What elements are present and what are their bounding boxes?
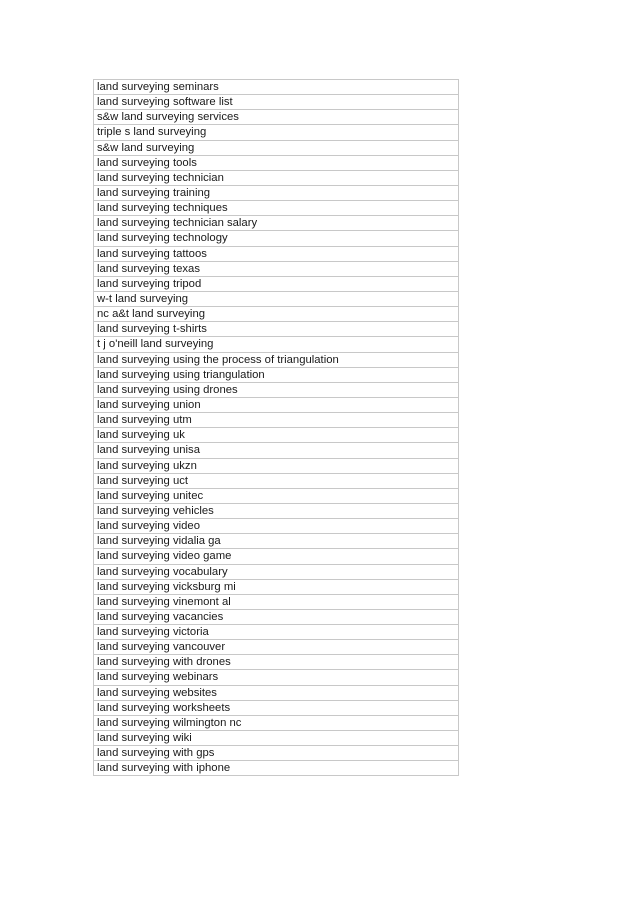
table-row: land surveying uct [94, 474, 458, 489]
table-row: land surveying with iphone [94, 761, 458, 776]
keyword-table [93, 79, 459, 776]
table-row: land surveying software list [94, 95, 458, 110]
table-row: t j o'neill land surveying [94, 337, 458, 352]
table-row: s&w land surveying [94, 141, 458, 156]
table-row: land surveying with gps [94, 746, 458, 761]
table-row: land surveying video [94, 519, 458, 534]
table-row: land surveying vacancies [94, 610, 458, 625]
table-row: land surveying wiki [94, 731, 458, 746]
table-row: land surveying vicksburg mi [94, 580, 458, 595]
table-row: land surveying tripod [94, 277, 458, 292]
table-row: triple s land surveying [94, 125, 458, 140]
table-row: land surveying techniques [94, 201, 458, 216]
table-row: land surveying technician [94, 171, 458, 186]
table-row: land surveying vinemont al [94, 595, 458, 610]
table-row: land surveying unitec [94, 489, 458, 504]
table-row: land surveying t-shirts [94, 322, 458, 337]
table-row: w-t land surveying [94, 292, 458, 307]
table-row: land surveying texas [94, 262, 458, 277]
table-row: land surveying vidalia ga [94, 534, 458, 549]
table-row: land surveying ukzn [94, 459, 458, 474]
table-row: land surveying union [94, 398, 458, 413]
table-row: land surveying webinars [94, 670, 458, 685]
table-row: land surveying vancouver [94, 640, 458, 655]
table-row: land surveying technology [94, 231, 458, 246]
table-row: land surveying wilmington nc [94, 716, 458, 731]
table-row: land surveying vocabulary [94, 565, 458, 580]
table-row: land surveying technician salary [94, 216, 458, 231]
table-row: land surveying websites [94, 686, 458, 701]
table-row: land surveying with drones [94, 655, 458, 670]
table-row: land surveying worksheets [94, 701, 458, 716]
table-row: land surveying training [94, 186, 458, 201]
table-row: land surveying unisa [94, 443, 458, 458]
table-row: land surveying using triangulation [94, 368, 458, 383]
table-row: land surveying utm [94, 413, 458, 428]
table-row: land surveying uk [94, 428, 458, 443]
table-row: land surveying using drones [94, 383, 458, 398]
table-row: land surveying video game [94, 549, 458, 564]
table-row: s&w land surveying services [94, 110, 458, 125]
table-row: land surveying tools [94, 156, 458, 171]
table-row: land surveying victoria [94, 625, 458, 640]
table-row: land surveying using the process of triangulation [94, 353, 458, 368]
table-row: nc a&t land surveying [94, 307, 458, 322]
table-row: land surveying tattoos [94, 247, 458, 262]
table-row: land surveying vehicles [94, 504, 458, 519]
table-row: land surveying seminars [94, 80, 458, 95]
